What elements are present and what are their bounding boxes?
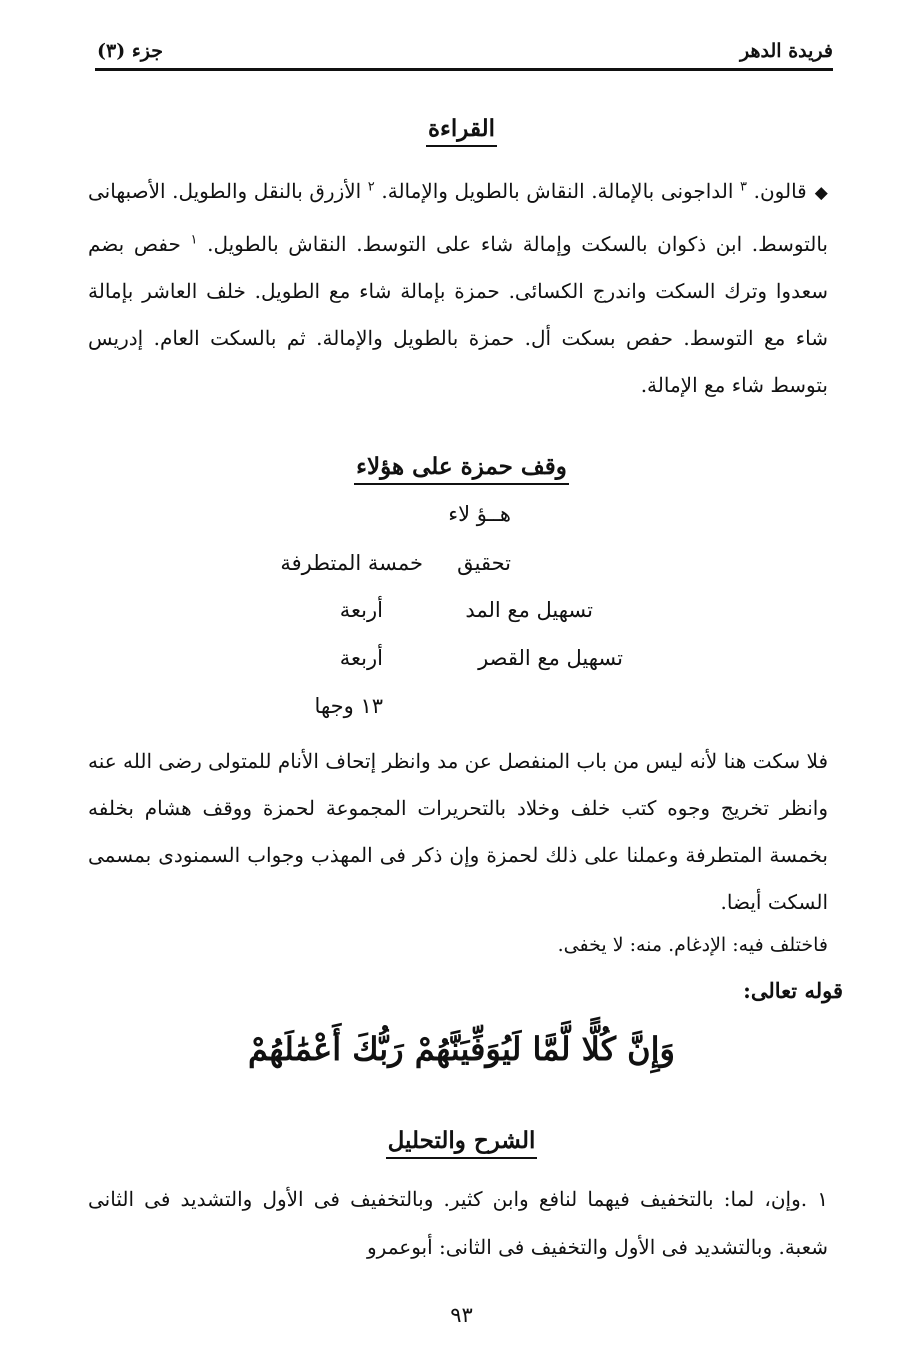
- section-heading-explanation-text: الشرح والتحليل: [386, 1127, 538, 1159]
- footnote-marker: ٣: [740, 179, 748, 194]
- section-heading-hamza-stop: [0, 453, 923, 480]
- verse-label: قوله تعالى:: [743, 978, 843, 1003]
- table-row-count: أربعة: [339, 646, 383, 670]
- readings-paragraph-text: [88, 179, 828, 398]
- section-heading-explanation: [0, 1127, 923, 1154]
- section-heading-qiraa-text: القراءة: [426, 115, 497, 147]
- table-row-method: تحقيق: [457, 551, 511, 575]
- readings-segment: حفص بضم سعدوا وترك السكت واندرج الكسائى. حمزة بإمالة شاء مع الطويل. خلف العاشر بإمالة شاء مع التوسط. حفص بسكت أل. حمزة بالطويل والإمالة. ثم بالسكت العام. إدريس بتوسط شاء مع الإمالة.: [88, 232, 828, 398]
- diamond-bullet-icon: ◆: [814, 182, 829, 203]
- table-header: هــؤ لاء: [448, 502, 511, 526]
- table-row-count: خمسة المتطرفة: [280, 551, 423, 575]
- table-row-count: أربعة: [339, 598, 383, 622]
- quran-verse: وَإِنَّ كُلًّا لَّمَّا لَيُوَفِّيَنَّهُمْ رَبُّكَ أَعْمَٰلَهُمْ: [248, 1030, 675, 1068]
- footnote-marker: ١: [190, 232, 198, 248]
- footnote-marker: ٢: [367, 179, 375, 194]
- table-row-method: تسهيل مع المد: [465, 598, 593, 622]
- readings-segment: الأزرق بالنقل والطويل. الأصبهانى بالتوسط. ابن ذكوان بالسكت وإمالة شاء على التوسط. النقاش بالطويل.: [88, 178, 828, 257]
- section-heading-hamza-stop-text: وقف حمزة على هؤلاء: [354, 453, 569, 485]
- running-head: [97, 28, 833, 62]
- page-number: ٩٣: [450, 1303, 473, 1327]
- explanation-paragraph: ١ .وإن، لما: بالتخفيف فيهما لنافع وابن كثير. وبالتخفيف فى الأول والتشديد فى الثانى شعبة. وبالتشديد فى الأول والتخفيف فى الثانى: أبوعمرو: [88, 1187, 828, 1259]
- section-heading-qiraa: [0, 115, 923, 142]
- table-total: ١٣ وجها: [314, 694, 383, 718]
- readings-segment: الداجونى بالإمالة. النقاش بالطويل والإمالة.: [381, 178, 734, 203]
- table-row-method: تسهيل مع القصر: [478, 646, 623, 670]
- header-rule: [95, 68, 833, 71]
- readings-paragraph: [88, 163, 828, 409]
- book-title: فريدة الدهر: [740, 40, 833, 62]
- disputed-line: فاختلف فيه: الإدغام. منه: لا يخفى.: [557, 934, 828, 956]
- volume-label: جزء (٣): [97, 40, 163, 62]
- commentary-paragraph: فلا سكت هنا لأنه ليس من باب المنفصل عن مد وانظر إتحاف الأنام للمتولى رضى الله عنه وانظر تخريج وجوه كتب خلف وخلاد بالتحريرات المجموعة لحمزة ووقف هشام بخلفه بخمسة المتطرفة وعملنا على ذلك لحمزة وإن ذكر فى المهذب وجواب السمنودى بمسمى السكت أيضا.: [88, 749, 828, 914]
- readings-segment: قالون.: [753, 178, 807, 203]
